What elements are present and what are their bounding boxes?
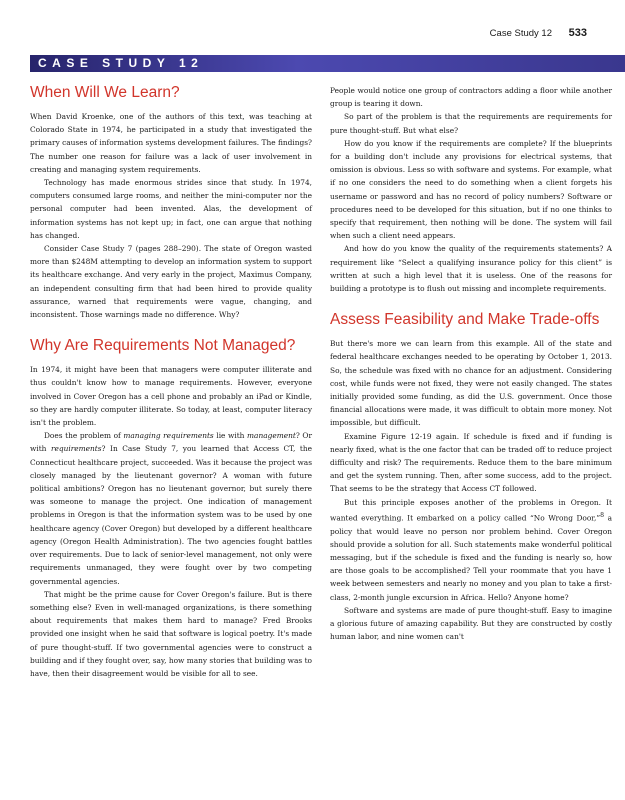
paragraph: How do you know if the requirements are complete? If the blueprints for a building don't include any provisions for electrical systems, that omission is obvious. Less so with software and systems. For example, what if no one considers the need to do something when a client forgets his username or password and has no record of policy numbers? Software or procedures need to be developed for this situation, but if no one thinks to specify that requirement, then nothing will be done. The system will fail when such a client need appears. (330, 138, 612, 241)
text-run: But this principle exposes another of the problems in Oregon. It wanted everything. It embarked on a policy called “No Wrong Door,” (330, 497, 612, 523)
italic-term: managing requirements (123, 431, 214, 441)
paragraph: In 1974, it might have been that managers were computer illiterate and thus couldn't know how to manage requirements. However, everyone involved in Cover Oregon has a cell phone and probably an iPad or Kindle, so they are hardly computer illiterate. So today, at least, computer literacy isn't the problem. (30, 365, 312, 428)
section-heading-assess-feasibility: Assess Feasibility and Make Trade-offs (330, 311, 600, 329)
case-study-banner-label: CASE STUDY 12 (38, 56, 204, 70)
paragraph (330, 496, 612, 604)
left-column (30, 84, 312, 680)
section-gap (330, 295, 612, 311)
text-run: ? Or with (30, 431, 313, 454)
italic-term: management (247, 431, 296, 441)
paragraph: Technology has made enormous strides since that study. In 1974, computers consumed large rooms, and neither the mini-computer nor the personal computer had been invented. Alas, the development of information systems has not kept up; in fact, one can argue that nothing has changed. (30, 178, 312, 240)
paragraph: Consider Case Study 7 (pages 288–290). The state of Oregon wasted more than $248M attempting to develop an information system to support its healthcare exchange. And very early in the project, Maximus Company, an independent consulting firm that had been hired to provide quality assurance, warned that requirements were vague, changing, and inconsistent. Those warnings made no difference. Why? (30, 244, 312, 320)
paragraph (30, 429, 312, 587)
paragraph: But there's more we can learn from this example. All of the state and federal healthcare exchanges needed to be operating by October 1, 2013. So, the schedule was fixed with no chance for an adjustment. Considering cost, while funds were not fixed, they were not easily changed. The states initially provided some funding, as did the U.S. government. Once those financial allocations were made, it was difficult to obtain more money. Not impossible, but difficult. (330, 339, 612, 428)
paragraph: People would notice one group of contractors adding a floor while another group is tearing it down. (330, 86, 612, 109)
paragraph: And how do you know the quality of the requirements statements? A requirement like “Select a qualifying insurance policy for this client” is written at such a high level that it is useless. One of the reasons for building a prototype is to flush out missing and incomplete requirements. (330, 244, 612, 294)
right-column (330, 84, 612, 643)
paragraph: Software and systems are made of pure thought-stuff. Easy to imagine a glorious future of amazing capability. But they are constructed by costly human labor, and nine women can't (330, 605, 612, 642)
page-number: 533 (568, 27, 587, 39)
text-run: lie with (213, 431, 248, 441)
italic-term: requirements (50, 444, 102, 454)
paragraph: When David Kroenke, one of the authors of this text, was teaching at Colorado State in 1974, he participated in a study that investigated the primary causes of information systems development failures. The findings? The number one reason for failure was a lack of user involvement in creating and managing system requirements. (30, 112, 312, 174)
running-header (490, 27, 587, 39)
section-heading-when-will-we-learn: When Will We Learn? (30, 84, 180, 101)
section-heading-requirements-not-managed: Why Are Requirements Not Managed? (30, 337, 296, 355)
text-run: a policy that would leave no person nor problem behind. Cover Oregon should provide a solution for all. Such statements make wonderful political messaging, but if the schedule is fixed and the funding is nearly so, how are those goals to be accomplished? Tell your roommate that you have 1 week between semesters and nearly no money and you plan to take a first-class, 2-month jungle excursion in Africa. Hello? Anyone home? (330, 513, 613, 602)
footnote-marker[interactable]: 8 (600, 511, 605, 519)
running-header-title: Case Study 12 (489, 28, 552, 39)
paragraph: So part of the problem is that the requirements are requirements for pure thought-stuff. But what else? (330, 112, 612, 135)
paragraph: That might be the prime cause for Cover Oregon's failure. But is there something else? Even in well-managed organizations, is there something about requirements that makes them hard to manage? Fred Brooks provided one insight when he said that software is logical poetry. It's made of pure thought-stuff. If two governmental agencies were to construct a building and if they fought over, say, how many stories that building was to have, then their disagreement would be visible for all to see. (30, 589, 312, 678)
case-study-banner (30, 55, 625, 72)
paragraph: Examine Figure 12-19 again. If schedule is fixed and if funding is nearly fixed, what is the one factor that can be traded off to reduce project difficulty and risk? The requirements. Reduce them to the bare minimum and get the system running. Then, after some success, add to the project. That seems to be the strategy that Access CT followed. (330, 431, 612, 494)
section-gap (30, 321, 312, 337)
text-run: ? In Case Study 7, you learned that Access CT, the Connecticut healthcare project, succeeded. Was it because the project was closely managed by the lieutenant governor? A woman with future political ambitions? Oregon has no lieutenant governor, but surely there was someone to manage the project. One indication of management problems in Oregon is that the information system was to be used by one healthcare agency (Cover Oregon) but developed by a different healthcare agency (Oregon Health Administration). The two agencies fought battles over requirements. Due to lack of senior-level management, not only were requirements unmanaged, they were fought over by two competing governmental agencies. (30, 444, 312, 586)
text-run: Does the problem of (44, 431, 124, 441)
